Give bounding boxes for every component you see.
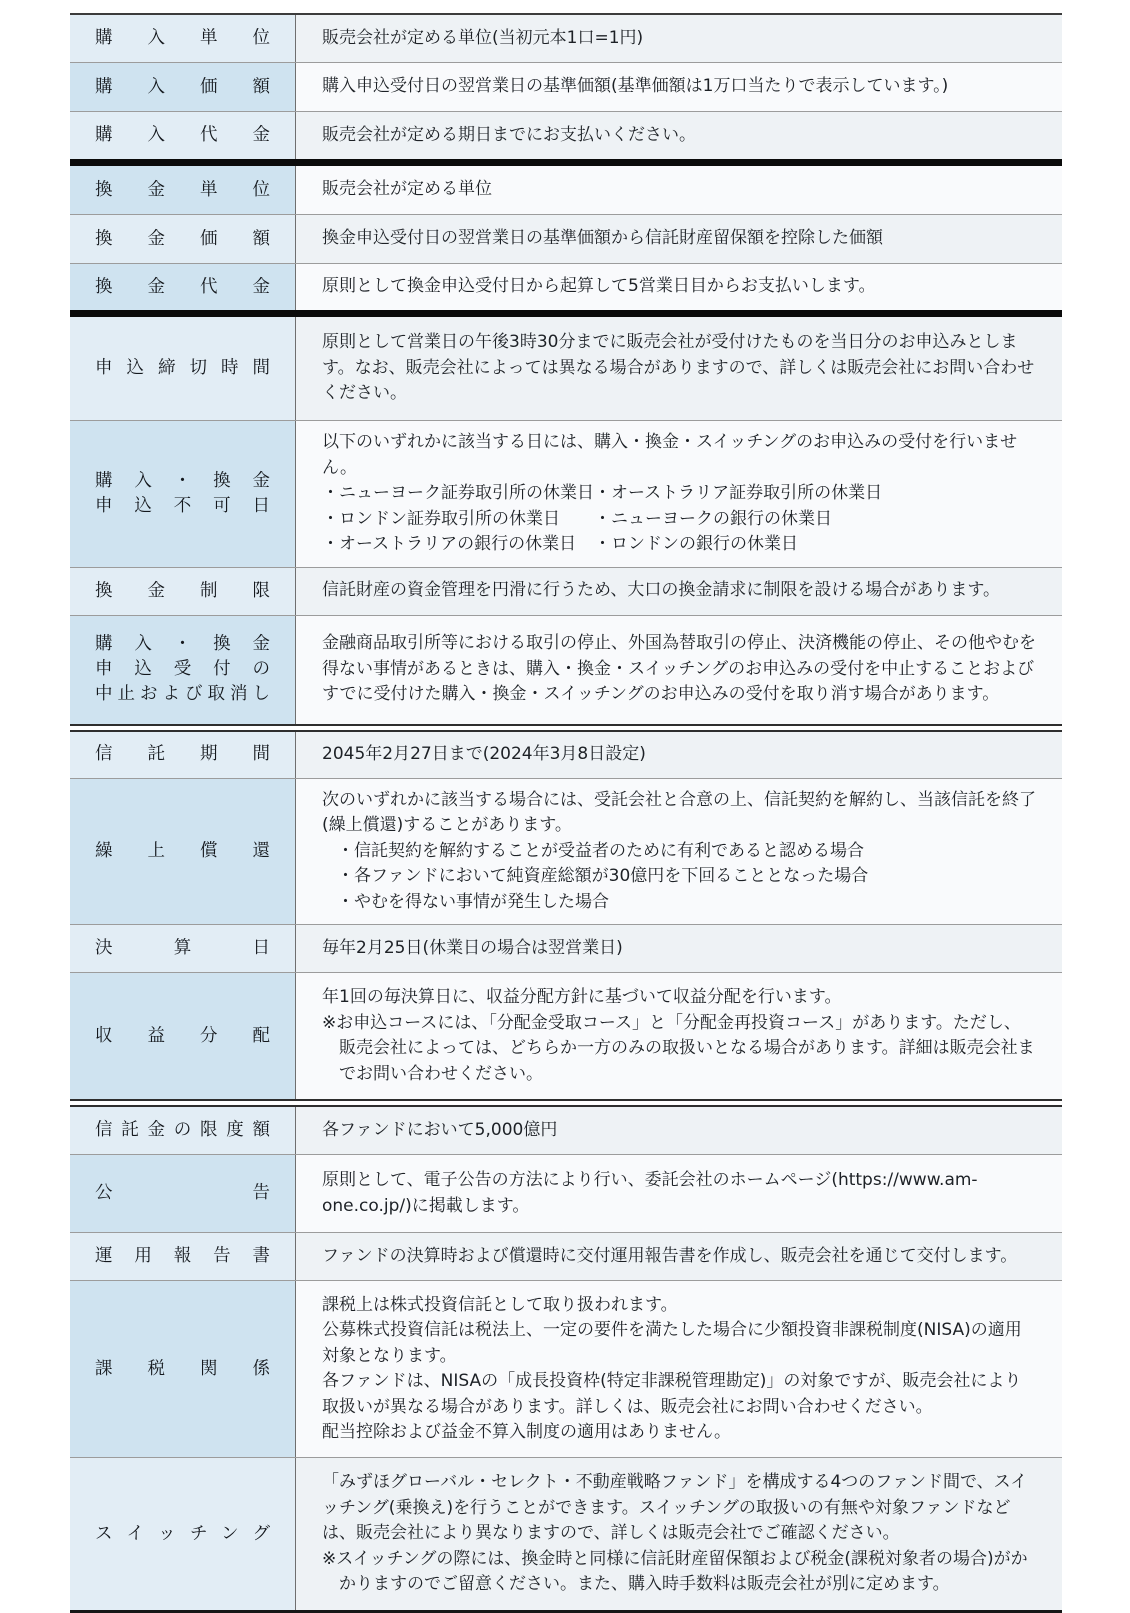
row-label: 申込締切時間 (70, 317, 296, 420)
row-label: 購入単位 (70, 15, 296, 62)
row-content: 販売会社が定める単位(当初元本1口=1円) (296, 15, 1062, 62)
row-label: 信託金の限度額 (70, 1107, 296, 1154)
row-redemption-price (70, 214, 1062, 263)
row-content: 原則として営業日の午後3時30分までに販売会社が受付けたものを当日分のお申込みとします。なお、販売会社によっては異なる場合がありますので、詳しくは販売会社にお問い合わせください。 (296, 317, 1062, 420)
row-label: 信託期間 (70, 732, 296, 778)
row-content: 金融商品取引所等における取引の停止、外国為替取引の停止、決済機能の停止、その他やむを得ない事情があるときは、購入・換金・スイッチングのお申込みの受付を中止することおよびすでに受付けた購入・換金・スイッチングのお申込みの受付を取り消す場合があります。 (296, 616, 1062, 724)
row-purchase-payment (70, 111, 1062, 159)
list-item: ・ロンドン証券取引所の休業日 (322, 508, 560, 529)
row-label: 公告 (70, 1155, 296, 1232)
row-purchase-unit (70, 15, 1062, 62)
row-content: 販売会社が定める期日までにお支払いください。 (296, 112, 1062, 159)
row-label: 購入代金 (70, 112, 296, 159)
row-label: 換金制限 (70, 568, 296, 615)
row-content: 購入申込受付日の翌営業日の基準価額(基準価額は1万口当たりで表示しています。) (296, 63, 1062, 111)
row-content: 課税上は株式投資信託として取り扱われます。 公募株式投資信託は税法上、一定の要件を満たした場合に少額投資非課税制度(NISA)の適用対象となります。 各ファンドは、NISAの「成長投資枠(特定非課税管理勘定)」の対象ですが、販売会社により取扱いが異なる場合があります。詳しくは、販売会社にお問い合わせください。 配当控除および益金不算入制度の適用はありません。 (296, 1281, 1062, 1457)
double-divider (70, 1099, 1062, 1107)
row-content: 信託財産の資金管理を円滑に行うため、大口の換金請求に制限を設ける場合があります。 (296, 568, 1062, 615)
row-public-notice (70, 1154, 1062, 1232)
double-divider (70, 724, 1062, 732)
row-label: 収益分配 (70, 973, 296, 1099)
row-label: 換金価額 (70, 215, 296, 263)
list-item: ・オーストラリア証券取引所の休業日 (594, 483, 883, 503)
row-content: 原則として、電子公告の方法により行い、委託会社のホームページ(https://www.am-one.co.jp/)に掲載します。 (296, 1155, 1062, 1232)
row-content: 次のいずれかに該当する場合には、受託会社と合意の上、信託契約を解約し、当該信託を終了(繰上償還)することがあります。 ・信託契約を解約することが受益者のために有利であると認める場合 ・各ファンドにおいて純資産総額が30億円を下回ることとなった場合 ・やむを得ない事情が発生した場合 (296, 779, 1062, 925)
row-label: 購入・換金 申込受付の 中止および取消し (70, 616, 296, 724)
note-text: ※お申込コースには、「分配金受取コース」と「分配金再投資コース」があります。ただし、販売会社によっては、どちらか一方のみの取扱いとなる場合があります。詳細は販売会社までお問い合わせください。 (322, 1012, 1035, 1084)
row-trust-period (70, 732, 1062, 778)
row-label: 購入・換金 申込不可日 (70, 421, 296, 567)
row-suspension-cancellation (70, 615, 1062, 724)
row-unavailable-days (70, 420, 1062, 567)
row-content: 年1回の毎決算日に、収益分配方針に基づいて収益分配を行います。 ※お申込コースには、「分配金受取コース」と「分配金再投資コース」があります。ただし、販売会社によっては、どちらか一方のみの取扱いとなる場合があります。詳細は販売会社までお問い合わせください。 (296, 973, 1062, 1099)
row-label: 繰上償還 (70, 779, 296, 925)
row-early-redemption (70, 778, 1062, 925)
row-application-deadline (70, 317, 1062, 420)
row-content: 各ファンドにおいて5,000億円 (296, 1107, 1062, 1154)
row-label: 購入価額 (70, 63, 296, 111)
row-label: 運用報告書 (70, 1233, 296, 1280)
row-content: 2045年2月27日まで(2024年3月8日設定) (296, 732, 1062, 778)
row-taxation (70, 1280, 1062, 1457)
row-redemption-payment (70, 263, 1062, 310)
row-content: 原則として換金申込受付日から起算して5営業日目からお支払いします。 (296, 264, 1062, 310)
list-item: ・やむを得ない事情が発生した場合 (337, 891, 609, 912)
row-income-distribution (70, 972, 1062, 1099)
row-management-report (70, 1232, 1062, 1280)
row-settlement-date (70, 924, 1062, 972)
row-trust-money-limit (70, 1107, 1062, 1154)
row-content: 販売会社が定める単位 (296, 166, 1062, 214)
fund-terms-table (70, 13, 1062, 1613)
list-item: ・オーストラリアの銀行の休業日 (322, 534, 577, 554)
row-content: 換金申込受付日の翌営業日の基準価額から信託財産留保額を控除した価額 (296, 215, 1062, 263)
list-item: ・ロンドンの銀行の休業日 (594, 534, 798, 554)
thick-divider (70, 310, 1062, 317)
list-item: ・信託契約を解約することが受益者のために有利であると認める場合 (337, 840, 864, 861)
holiday-list (322, 481, 1036, 558)
row-redemption-limit (70, 567, 1062, 615)
row-content: 「みずほグローバル・セレクト・不動産戦略ファンド」を構成する4つのファンド間で、スイッチング(乗換え)を行うことができます。スイッチングの取扱いの有無や対象ファンドなどは、販売会社により異なりますので、詳しくは販売会社でご確認ください。 ※スイッチングの際には、換金時と同様に信託財産留保額および税金(課税対象者の場合)がかかりますのでご留意ください。また、購入時手数料は販売会社が別に定めます。 (296, 1458, 1062, 1610)
row-label: 換金代金 (70, 264, 296, 310)
note-text: ※スイッチングの際には、換金時と同様に信託財産留保額および税金(課税対象者の場合)がかかりますのでご留意ください。また、購入時手数料は販売会社が別に定めます。 (322, 1548, 1028, 1595)
list-item: ・各ファンドにおいて純資産総額が30億円を下回ることとなった場合 (337, 866, 869, 886)
thick-divider (70, 159, 1062, 166)
row-content: ファンドの決算時および償還時に交付運用報告書を作成し、販売会社を通じて交付します。 (296, 1233, 1062, 1280)
row-redemption-unit (70, 166, 1062, 214)
list-item: ・ニューヨークの銀行の休業日 (594, 508, 832, 529)
row-content: 以下のいずれかに該当する日には、購入・換金・スイッチングのお申込みの受付を行いません。 ・ニューヨーク証券取引所の休業日 ・オーストラリア証券取引所の休業日 ・ロンドン証券取引所の休業日 ・ニューヨークの銀行の休業日 ・オーストラリアの銀行の休業日 ・ロンドンの銀行の休業日 (296, 421, 1062, 567)
row-label: 換金単位 (70, 166, 296, 214)
row-content: 毎年2月25日(休業日の場合は翌営業日) (296, 925, 1062, 972)
row-label: スイッチング (70, 1458, 296, 1610)
row-purchase-price (70, 62, 1062, 111)
row-label: 課税関係 (70, 1281, 296, 1457)
row-switching (70, 1457, 1062, 1610)
list-item: ・ニューヨーク証券取引所の休業日 (322, 483, 594, 503)
row-label: 決算日 (70, 925, 296, 972)
